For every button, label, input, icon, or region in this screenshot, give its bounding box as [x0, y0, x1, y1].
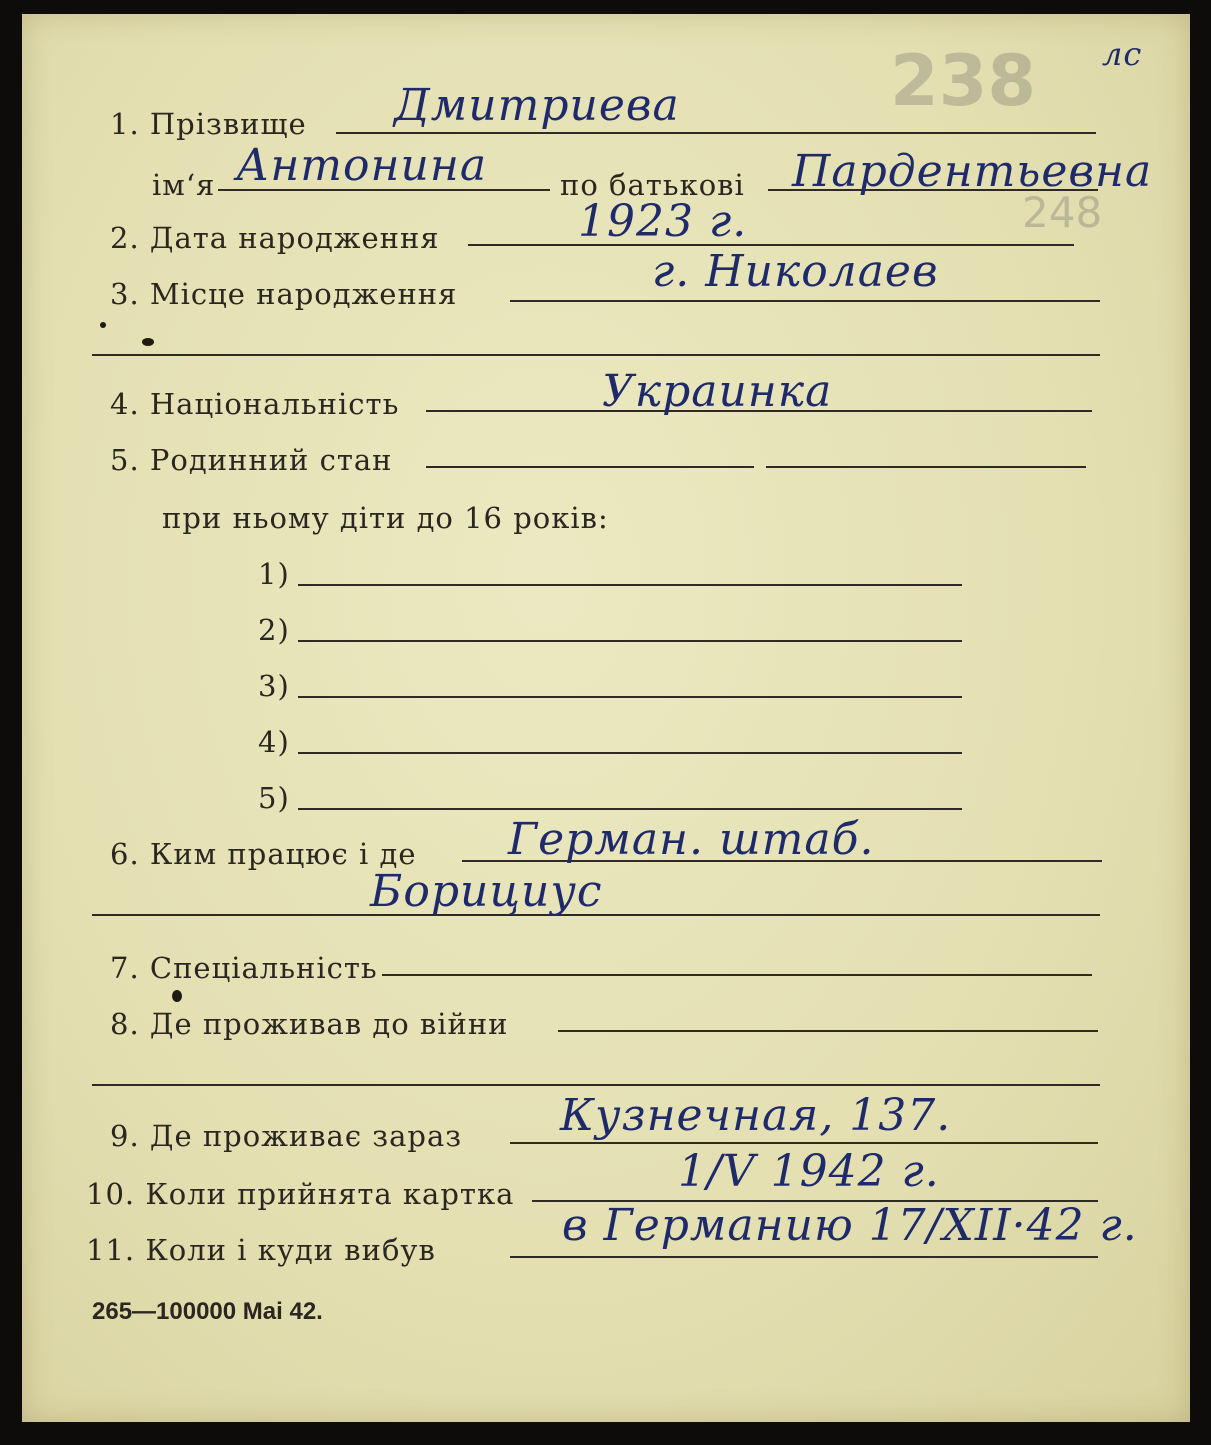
field-label-employer: 6. Ким працює і де — [110, 837, 417, 871]
print-run-footer: 265—100000 Mai 42. — [92, 1298, 323, 1325]
field-label-surname: 1. Прізвище — [110, 107, 307, 141]
field-label-birth-place: 3. Місце народження — [110, 277, 458, 311]
field-line-surname — [336, 132, 1096, 134]
field-value-patronymic: Пардентьевна — [792, 146, 1153, 197]
field-value-departure: в Германию 17/XII·42 г. — [562, 1200, 1138, 1251]
child-line-1 — [298, 584, 962, 586]
child-number-2: 2) — [258, 613, 290, 647]
field-line-departure — [510, 1256, 1098, 1258]
field-line-prewar-residence-2 — [92, 1084, 1100, 1086]
field-value-current-residence: Кузнечная, 137. — [560, 1090, 952, 1141]
ink-spot — [100, 322, 106, 328]
ink-spot — [172, 990, 182, 1002]
field-label-current-residence: 9. Де проживає зараз — [110, 1119, 463, 1153]
field-line-marital-status — [426, 466, 754, 468]
field-line-birth-place — [510, 300, 1100, 302]
child-line-4 — [298, 752, 962, 754]
field-label-departure: 11. Коли і куди вибув — [86, 1233, 436, 1267]
pencil-number-top: 238 — [890, 40, 1037, 122]
corner-mark: лс — [1102, 35, 1143, 73]
pencil-number-side: 248 — [1022, 188, 1103, 237]
field-label-patronymic: по батькові — [560, 168, 745, 202]
field-value-birth-place: г. Николаев — [652, 246, 939, 297]
child-number-5: 5) — [258, 781, 290, 815]
field-line-birth-place-2 — [92, 354, 1100, 356]
child-line-5 — [298, 808, 962, 810]
field-value-employer-line2: Борициус — [370, 866, 603, 917]
field-line-specialty — [382, 974, 1092, 976]
field-value-first-name: Антонина — [236, 140, 488, 191]
child-number-4: 4) — [258, 725, 290, 759]
field-label-first-name: ім‘я — [152, 168, 216, 202]
field-line-prewar-residence — [558, 1030, 1098, 1032]
child-line-2 — [298, 640, 962, 642]
ink-spot — [142, 338, 154, 346]
field-value-surname: Дмитриева — [394, 80, 680, 131]
registration-card — [22, 14, 1190, 1422]
field-line-current-residence — [510, 1142, 1098, 1144]
field-label-marital-status: 5. Родинний стан — [110, 443, 393, 477]
field-value-employer: Герман. штаб. — [508, 814, 875, 865]
child-number-1: 1) — [258, 557, 290, 591]
children-heading: при ньому діти до 16 років: — [162, 501, 609, 535]
field-label-nationality: 4. Національність — [110, 387, 400, 421]
field-line-marital-status-2 — [766, 466, 1086, 468]
field-label-specialty: 7. Спеціальність — [110, 951, 378, 985]
field-value-nationality: Украинка — [602, 366, 833, 417]
child-number-3: 3) — [258, 669, 290, 703]
field-value-birth-date: 1923 г. — [578, 196, 748, 247]
child-line-3 — [298, 696, 962, 698]
field-label-prewar-residence: 8. Де проживав до війни — [110, 1007, 509, 1041]
field-label-card-accepted: 10. Коли прийнята картка — [86, 1177, 515, 1211]
field-label-birth-date: 2. Дата народження — [110, 221, 440, 255]
field-value-card-accepted: 1/V 1942 г. — [678, 1146, 940, 1197]
